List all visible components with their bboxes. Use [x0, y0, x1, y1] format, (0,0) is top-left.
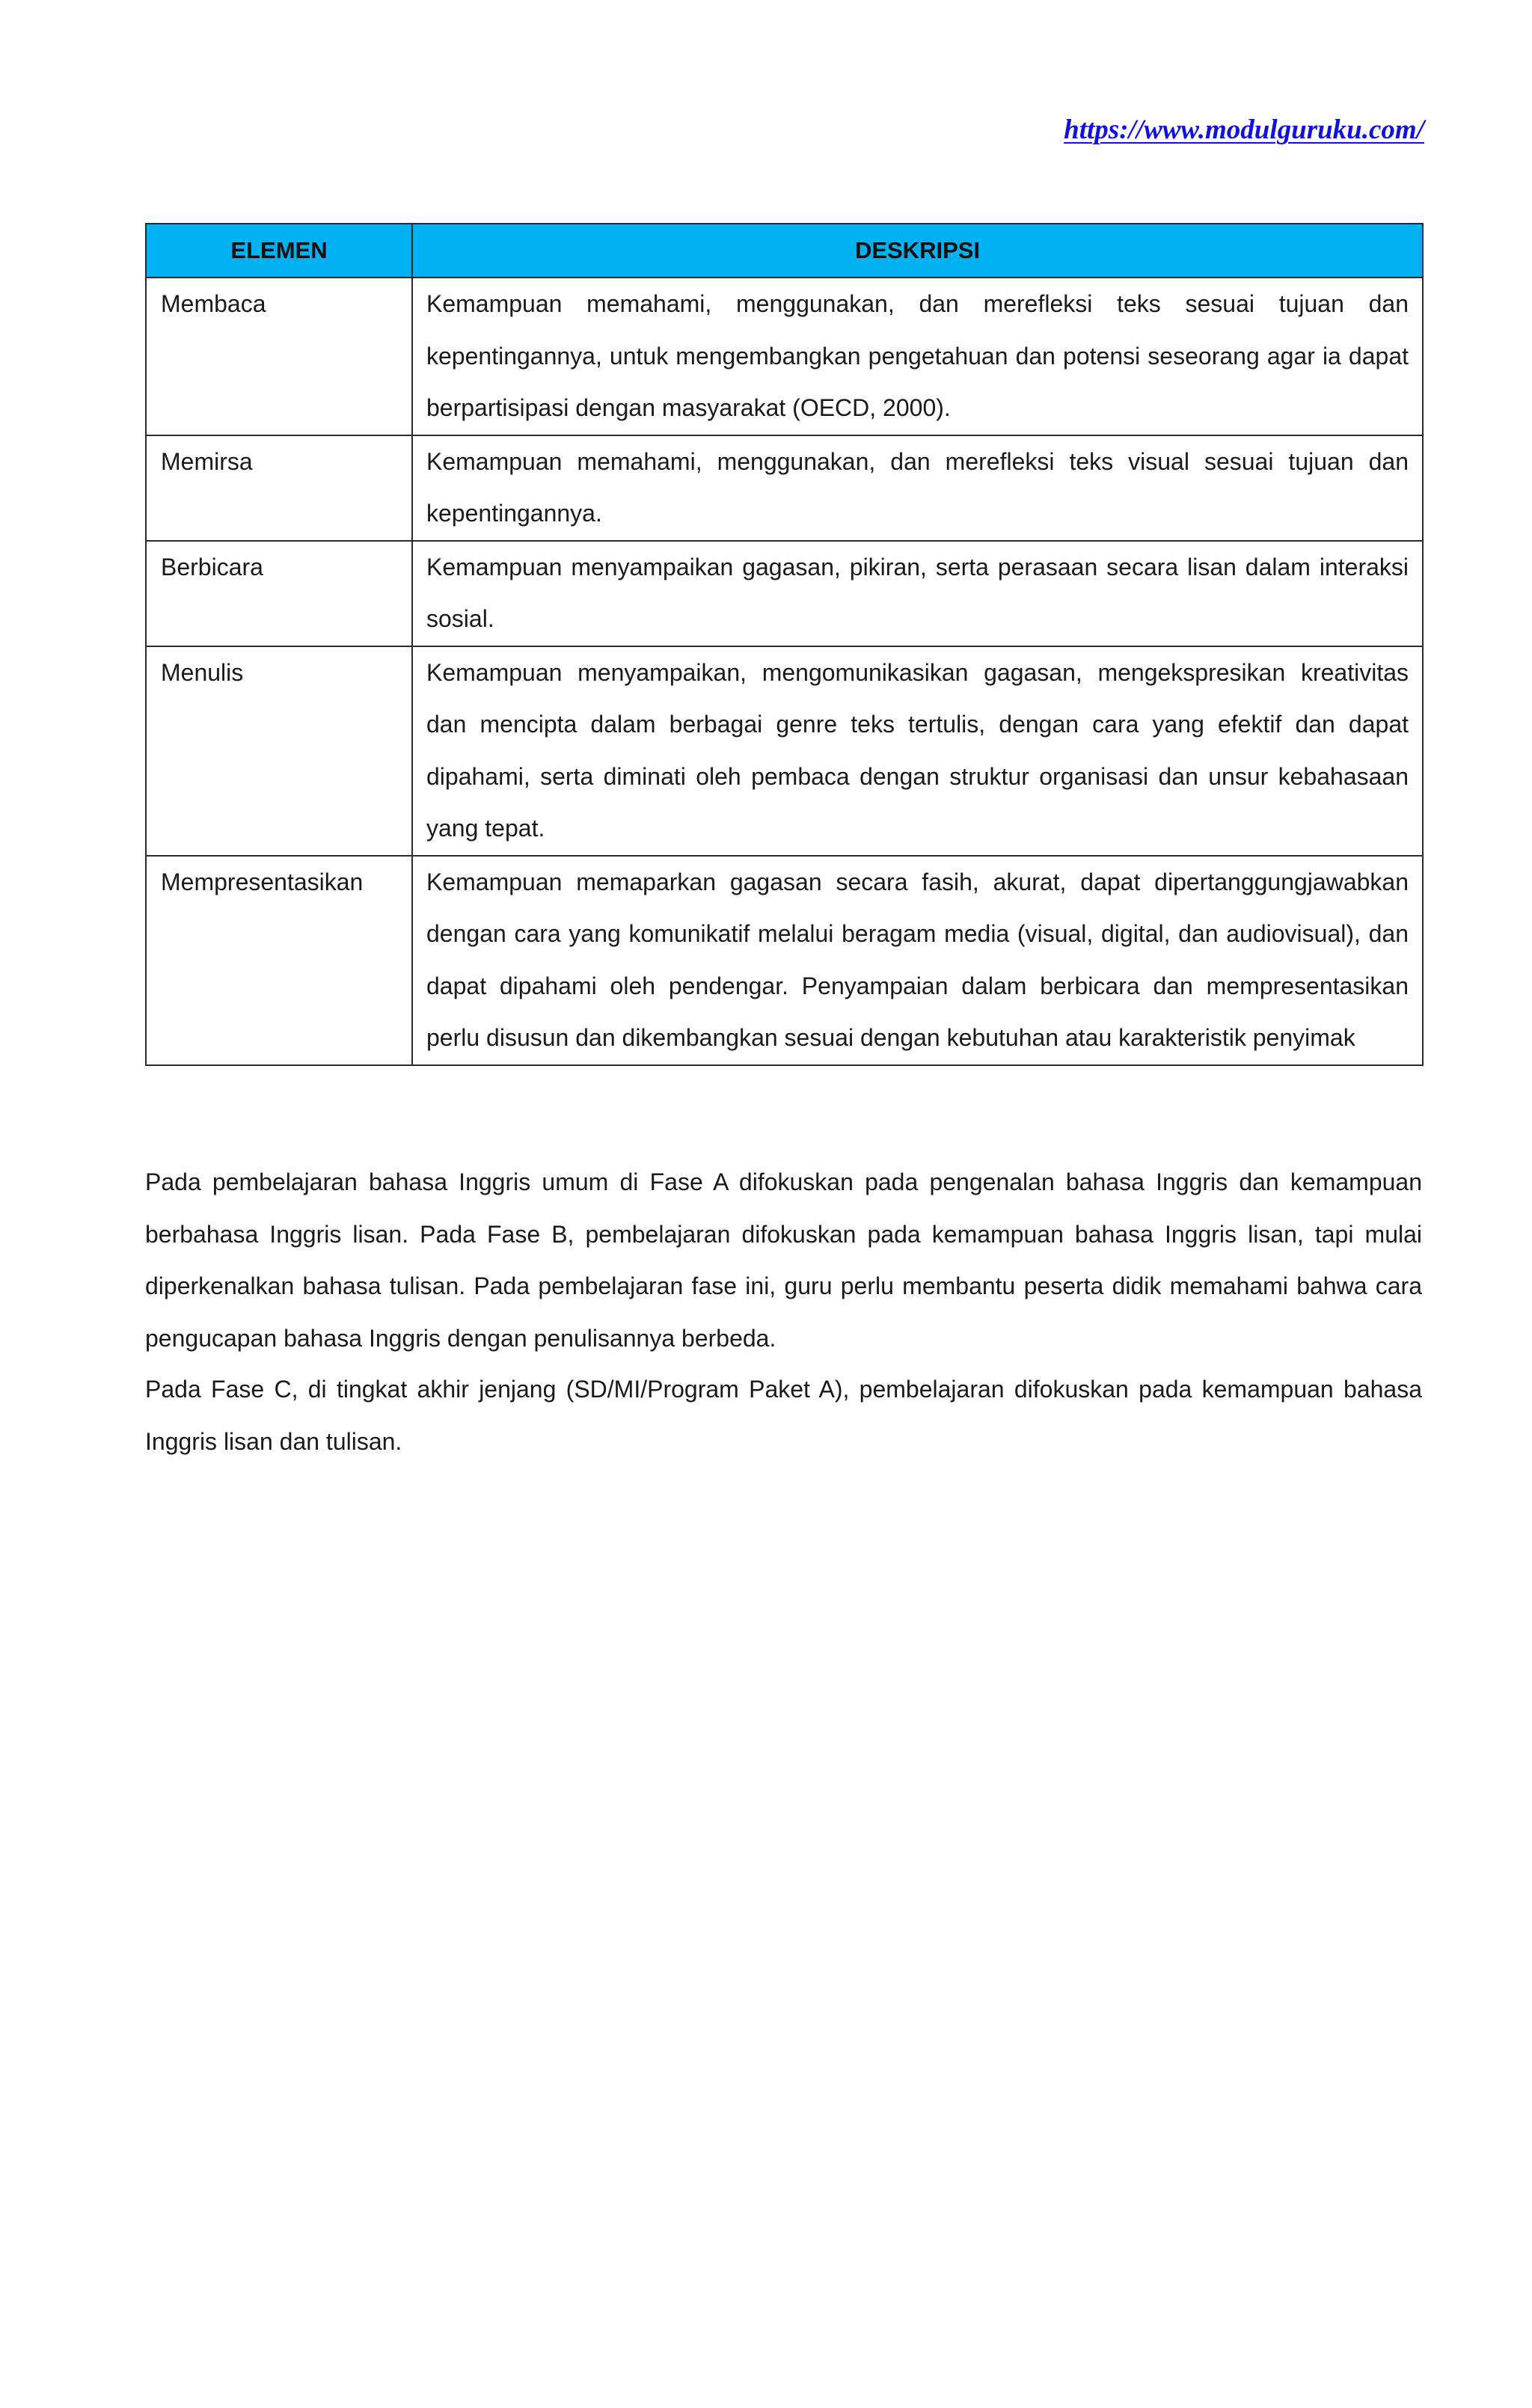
website-link[interactable]: https://www.modulguruku.com/	[1064, 114, 1424, 145]
table-row	[146, 541, 1423, 646]
elemen-cell: Memirsa	[146, 435, 412, 541]
table-row	[146, 278, 1423, 435]
elemen-cell: Mempresentasikan	[146, 856, 412, 1065]
body-paragraph: Pada Fase C, di tingkat akhir jenjang (SD/MI/Program Paket A), pembelajaran difokuskan pada kemampuan bahasa Inggris lisan dan tulisan.	[145, 1376, 1422, 1455]
table-header-row	[146, 224, 1423, 278]
elemen-table	[145, 223, 1424, 1066]
deskripsi-cell: Kemampuan menyampaikan gagasan, pikiran, serta perasaan secara lisan dalam interaksi sosial.	[412, 541, 1423, 646]
table-row	[146, 435, 1423, 541]
elemen-cell: Menulis	[146, 646, 412, 856]
elemen-cell: Membaca	[146, 278, 412, 435]
deskripsi-cell: Kemampuan memahami, menggunakan, dan merefleksi teks visual sesuai tujuan dan kepentingannya.	[412, 435, 1423, 541]
elemen-table-container	[145, 223, 1422, 1066]
table-row	[146, 856, 1423, 1065]
table-row	[146, 646, 1423, 856]
body-paragraph: Pada pembelajaran bahasa Inggris umum di Fase A difokuskan pada pengenalan bahasa Inggris dan kemampuan berbahasa Inggris lisan. Pada Fase B, pembelajaran difokuskan pada kemampuan bahasa Inggris lisan, tapi mulai diperkenalkan bahasa tulisan. Pada pembelajaran fase ini, guru perlu membantu peserta didik memahami bahwa cara pengucapan bahasa Inggris dengan penulisannya berbeda.	[145, 1168, 1422, 1352]
column-header-elemen: ELEMEN	[146, 224, 412, 278]
deskripsi-cell: Kemampuan menyampaikan, mengomunikasikan gagasan, mengekspresikan kreativitas dan mencipta dalam berbagai genre teks tertulis, dengan cara yang efektif dan dapat dipahami, serta diminati oleh pembaca dengan struktur organisasi dan unsur kebahasaan yang tepat.	[412, 646, 1423, 856]
deskripsi-cell: Kemampuan memaparkan gagasan secara fasih, akurat, dapat dipertanggungjawabkan dengan cara yang komunikatif melalui beragam media (visual, digital, dan audiovisual), dan dapat dipahami oleh pendengar. Penyampaian dalam berbicara dan mempresentasikan perlu disusun dan dikembangkan sesuai dengan kebutuhan atau karakteristik penyimak	[412, 856, 1423, 1065]
column-header-deskripsi: DESKRIPSI	[412, 224, 1423, 278]
elemen-cell: Berbicara	[146, 541, 412, 646]
deskripsi-cell: Kemampuan memahami, menggunakan, dan merefleksi teks sesuai tujuan dan kepentingannya, untuk mengembangkan pengetahuan dan potensi seseorang agar ia dapat berpartisipasi dengan masyarakat (OECD, 2000).	[412, 278, 1423, 435]
